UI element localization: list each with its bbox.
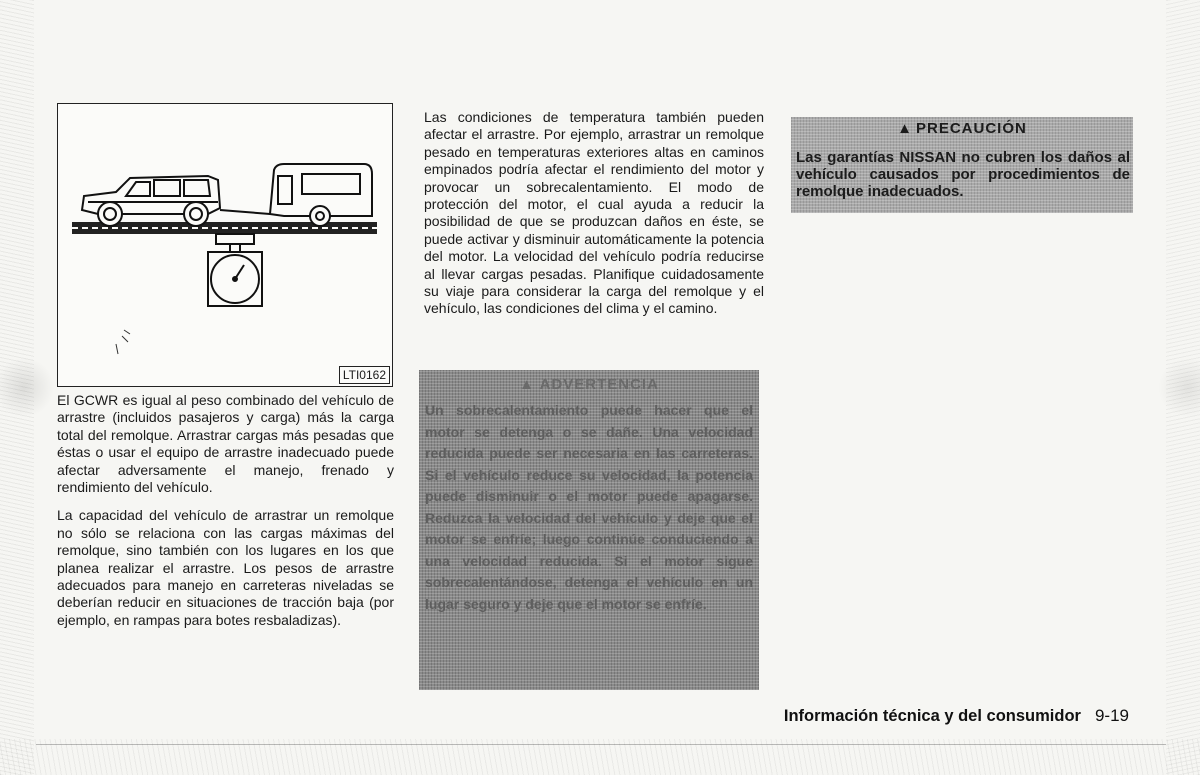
page-footer xyxy=(744,706,1129,726)
towing-drawing xyxy=(58,104,392,386)
paragraph-temperature: Las condiciones de temperatura también pueden afectar el arrastre. Por ejemplo, arrastrar un remolque pesado en temperaturas exteriores altas en caminos empinados podría afectar el rendimiento del motor y provocar un sobrecalentamiento. El modo de protección del motor, el cual ayuda a reducir la posibilidad de que se produzcan daños en éste, se puede activar y disminuir automáticamente la potencia del motor. La velocidad del vehículo podría reducirse al llevar cargas pesadas. Planifique cuidadosamente su viaje para considerar la carga del remolque y el vehículo, las condiciones del clima y el camino. xyxy=(424,109,764,317)
towing-illustration xyxy=(57,103,393,387)
caution-title xyxy=(791,120,1133,137)
warning-triangle-icon: ▲ xyxy=(897,120,913,137)
warning-title-text: ADVERTENCIA xyxy=(539,376,659,393)
caution-body: Las garantías NISSAN no cubren los daños al vehículo causados por procedimientos de remolque inadecuados. xyxy=(796,149,1130,200)
scale-gauge-icon xyxy=(208,234,262,306)
scan-edge-right xyxy=(1166,0,1200,775)
page-number: 9-19 xyxy=(1094,706,1129,725)
warning-body: Un sobrecalentamiento puede hacer que el motor se detenga o se dañe. Una velocidad reducida puede ser necesaria en las carreteras. Si el vehículo reduce su velocidad, la potencia puede disminuir o el motor puede apagarse. Reduzca la velocidad del vehículo y deje que el motor se enfríe; luego continúe conduciendo a una velocidad reducida. Si el motor sigue sobrecalentándose, detenga el vehículo en un lugar seguro y deje que el motor se enfríe. xyxy=(425,402,753,612)
figure-label: LTI0162 xyxy=(339,366,390,384)
bottom-rule xyxy=(36,744,1166,745)
caution-title-text: PRECAUCIÓN xyxy=(916,120,1027,137)
paragraph-gcwr: El GCWR es igual al peso combinado del vehículo de arrastre (incluidos pasajeros y carga) más la carga total del remolque. Arrastrar cargas más pesadas que éstas o usar el equipo de arrastre inadecuado puede afectar adversamente el manejo, frenado y rendimiento del vehículo. xyxy=(57,392,394,496)
caution-box xyxy=(791,117,1133,213)
column-middle xyxy=(424,109,764,329)
warning-triangle-icon: ▲ xyxy=(519,376,535,393)
suv-icon xyxy=(82,176,270,226)
paragraph-capacity: La capacidad del vehículo de arrastrar un remolque no sólo se relaciona con las cargas máximas del remolque, sino también con los lugares en los que planea realizar el arrastre. Los pesos de arrastre adecuados para manejo en carreteras niveladas se deberían reducir en situaciones de tracción baja (por ejemplo, en rampas para botes resbaladizas). xyxy=(57,507,394,628)
column-left xyxy=(57,392,394,640)
warning-title xyxy=(419,376,759,393)
camper-trailer-icon xyxy=(270,164,372,226)
warning-box xyxy=(419,370,759,690)
scan-edge-left xyxy=(0,0,34,775)
footer-section-title: Información técnica y del consumidor xyxy=(783,707,1081,725)
